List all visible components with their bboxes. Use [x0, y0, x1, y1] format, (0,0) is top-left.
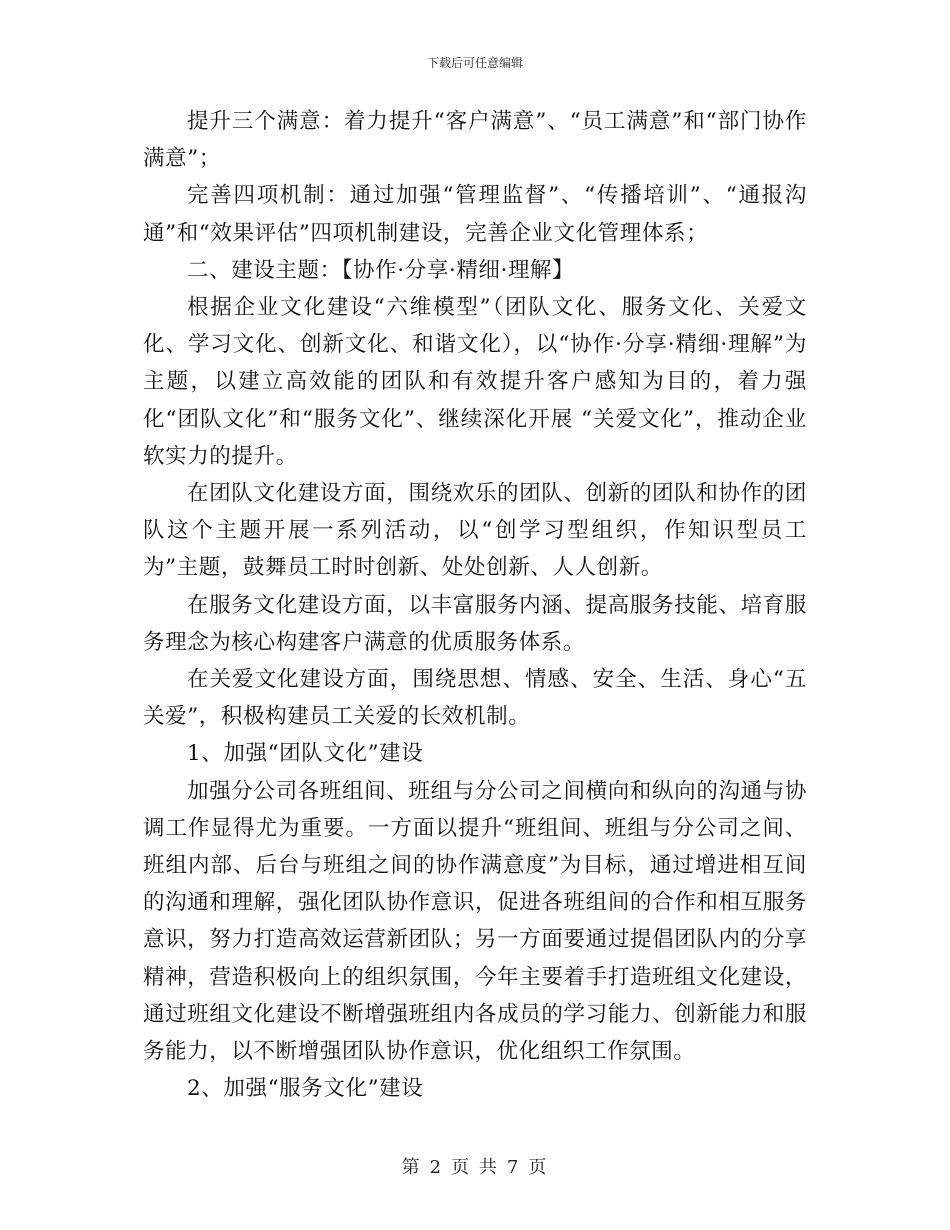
paragraph-team-culture-detail: 加强分公司各班组间、班组与分公司之间横向和纵向的沟通与协调工作显得尤为重要。一方面以提升“班组间、班组与分公司之间、班组内部、后台与班组之间的协作满意度”为目标，通过增进相互间的沟通和理解，强化团队协作意识，促进各班组间的合作和相互服务意识，努力打造高效运营新团队；另一方面要通过提倡团队内的分享精神，营造积极向上的组织氛围，今年主要着手打造班组文化建设，通过班组文化建设不断增强班组内各成员的学习能力、创新能力和服务能力，以不断增强团队协作意识，优化组织工作氛围。	[143, 778, 807, 1065]
footer-total-pages: 7	[506, 1157, 521, 1178]
subheading-service-culture: 2、加强“服务文化”建设	[187, 1076, 424, 1102]
page-number-footer	[0, 1153, 950, 1179]
page-header-note: 下载后可任意编辑	[426, 56, 523, 70]
document-body	[143, 103, 807, 1107]
section-heading-theme: 二、建设主题：【协作·分享·精细·理解】	[187, 257, 575, 283]
footer-suffix: 页	[528, 1157, 549, 1178]
paragraph-mechanisms: 完善四项机制：通过加强“管理监督”、“传播培训”、“通报沟通”和“效果评估”四项机制建设，完善企业文化管理体系；	[143, 183, 807, 246]
paragraph-satisfaction: 提升三个满意：着力提升“客户满意”、“员工满意”和“部门协作满意”；	[143, 109, 807, 172]
subheading-team-culture: 1、加强“团队文化”建设	[187, 741, 424, 767]
paragraph-service-culture: 在服务文化建设方面，以丰富服务内涵、提高服务技能、培育服务理念为核心构建客户满意的优质服务体系。	[143, 592, 807, 655]
footer-prefix: 第	[401, 1157, 422, 1178]
footer-middle: 页 共	[451, 1157, 499, 1178]
paragraph-care-culture: 在关爱文化建设方面，围绕思想、情感、安全、生活、身心“五关爱”，积极构建员工关爱的长效机制。	[143, 667, 807, 730]
footer-current-page: 2	[429, 1157, 444, 1178]
paragraph-six-dimension-model: 根据企业文化建设“六维模型”（团队文化、服务文化、关爱文化、学习文化、创新文化、和谐文化），以“协作·分享·精细·理解”为主题，以建立高效能的团队和有效提升客户感知为目的，着力强化“团队文化”和“服务文化”、继续深化开展 “关爱文化”，推动企业软实力的提升。	[143, 295, 807, 469]
paragraph-team-culture: 在团队文化建设方面，围绕欢乐的团队、创新的团队和协作的团队这个主题开展一系列活动，以“创学习型组织，作知识型员工为”主题，鼓舞员工时时创新、处处创新、人人创新。	[143, 481, 807, 581]
